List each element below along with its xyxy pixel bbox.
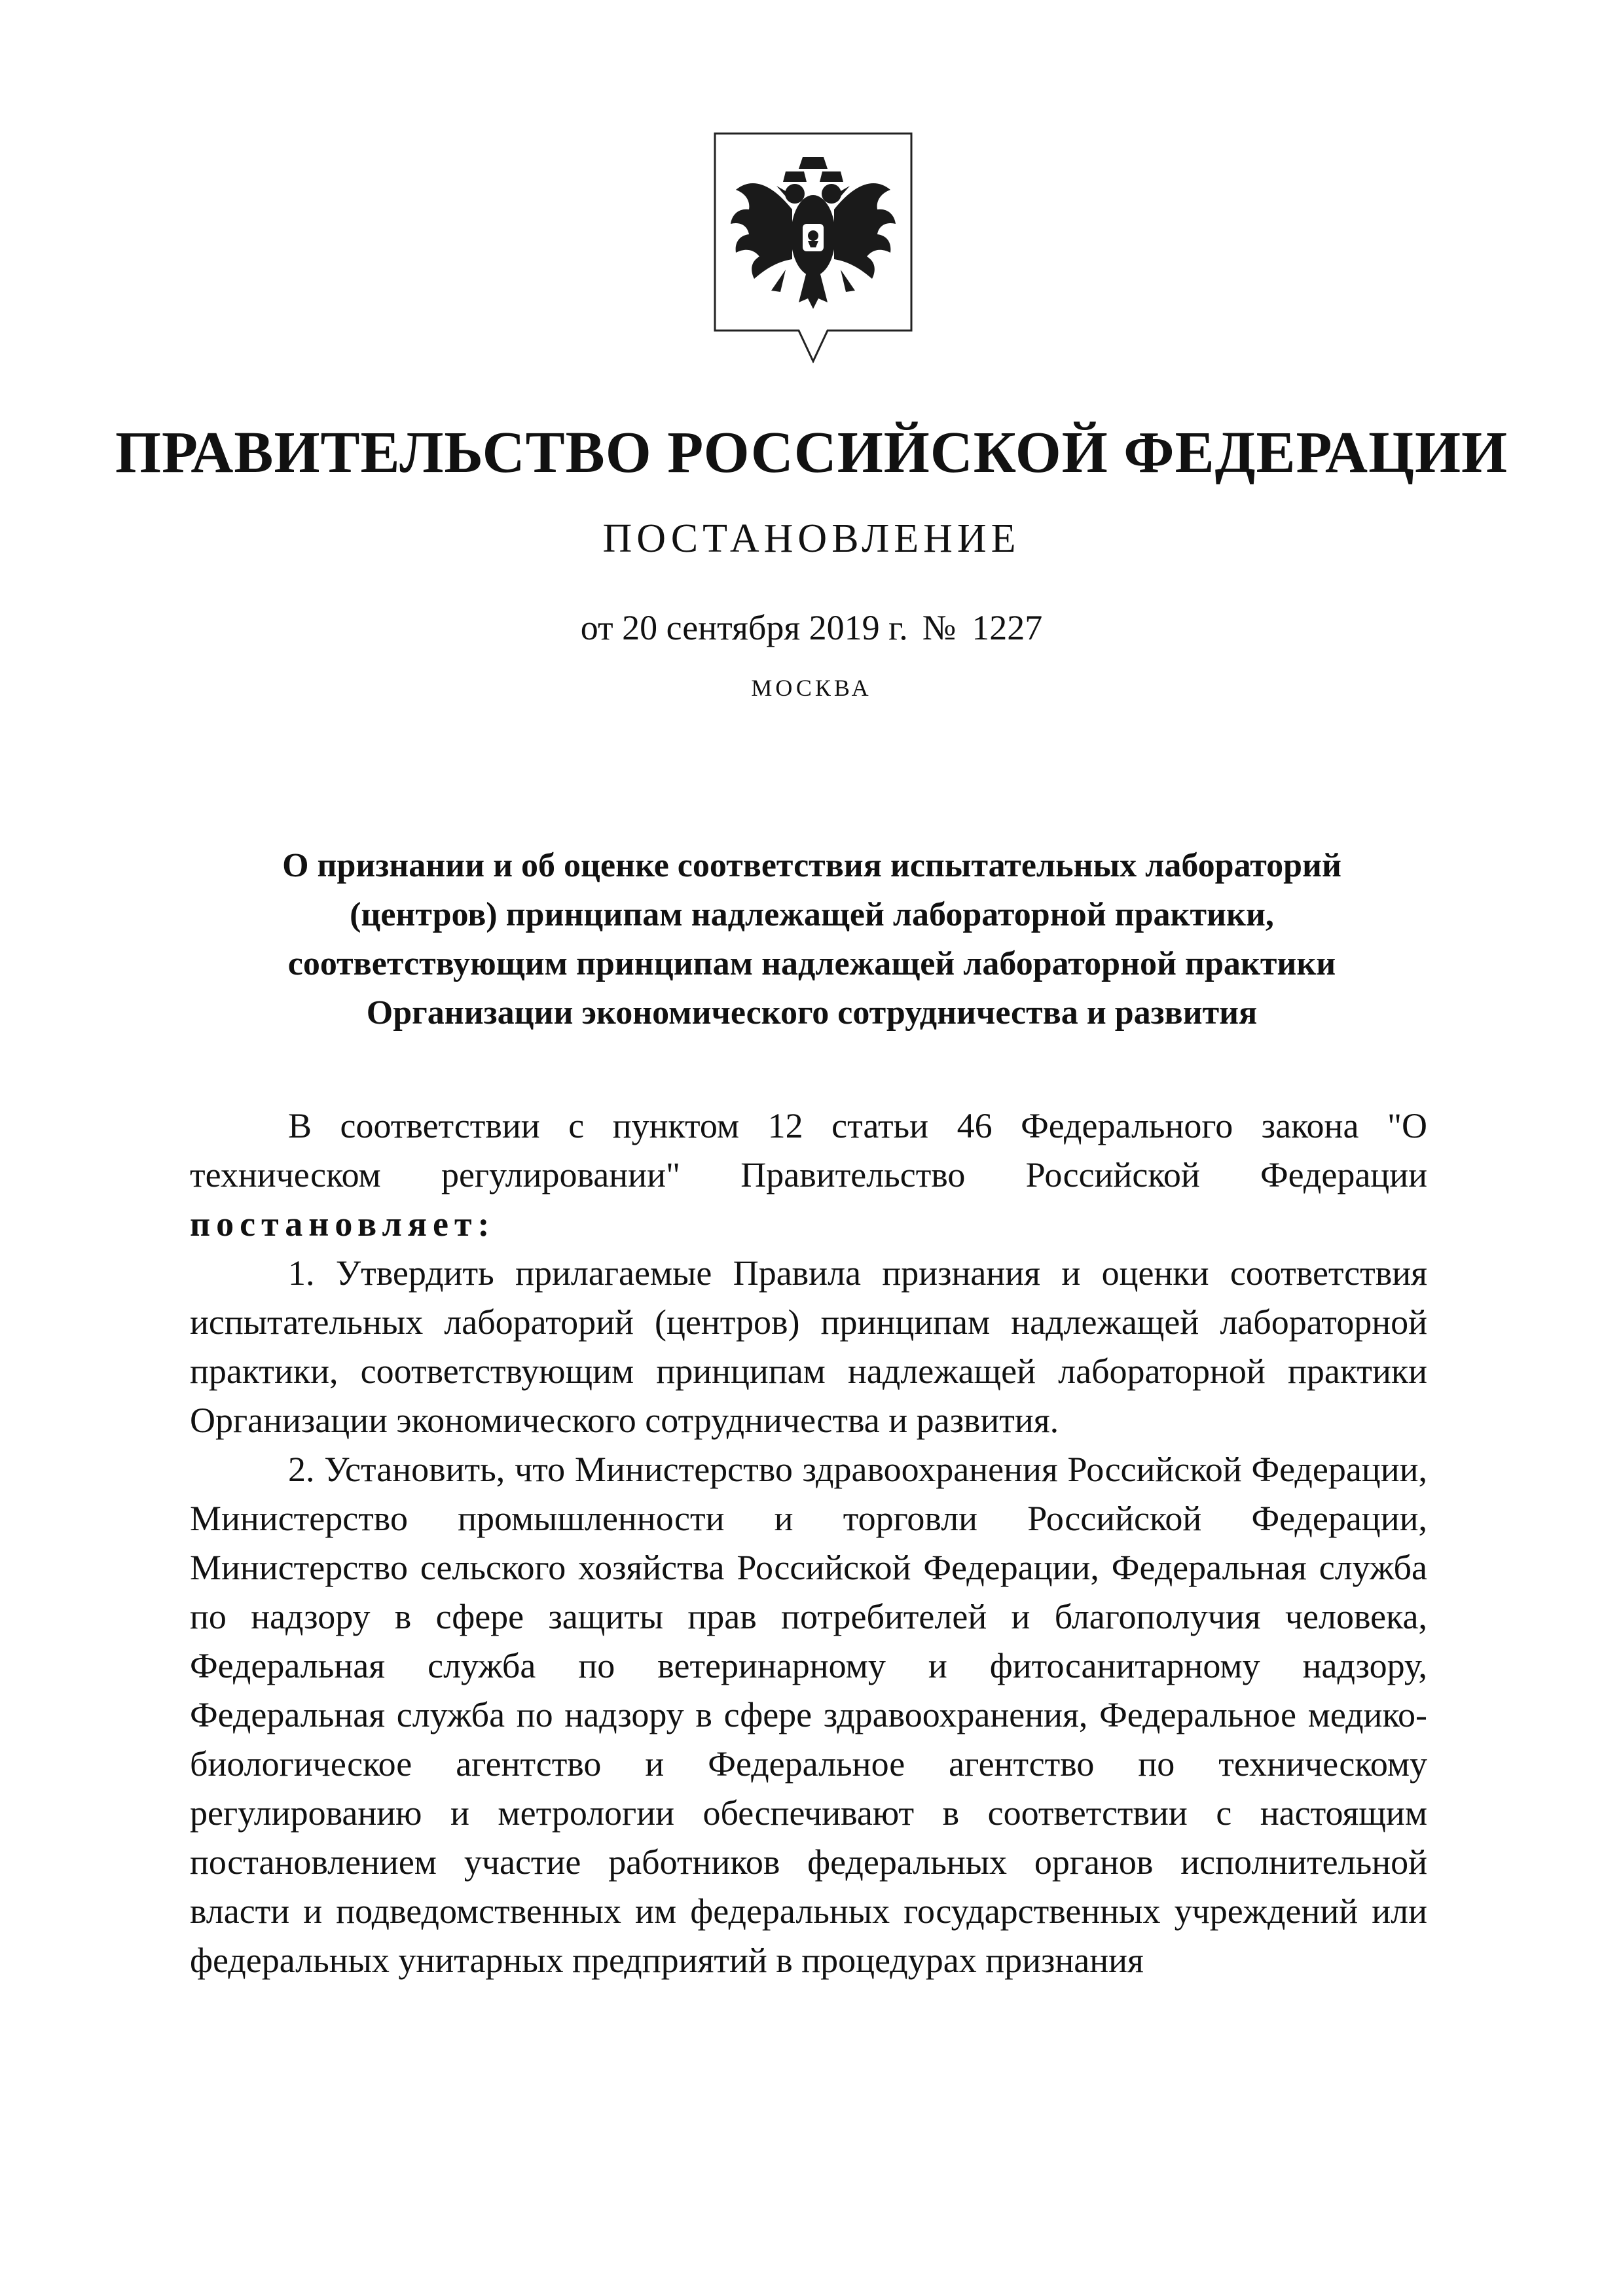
- body-item-2: 2. Установить, что Министерство здравоохранения Российской Федерации, Министерство промышленности и торговли Российской Федерации, Министерство сельского хозяйства Российской Федерации, Федеральная служба по надзору в сфере защиты прав потребителей и благополучия человека, Федеральная служба по ветеринарному и фитосанитарному надзору, Федеральная служба по надзору в сфере здравоохранения, Федеральное медико-биологическое агентство и Федеральное агентство по техническому регулированию и метрологии обеспечивают в соответствии с настоящим постановлением участие работников федеральных органов исполнительной власти и подведомственных им федеральных государственных учреждений или федеральных унитарных предприятий в процедурах признания: [190, 1450, 1427, 1980]
- subject-line: Организации экономического сотрудничества и развития: [366, 994, 1258, 1031]
- subject-line: (центров) принципам надлежащей лабораторной практики,: [350, 896, 1274, 933]
- subject-line: О признании и об оценке соответствия испытательных лабораторий: [282, 847, 1341, 884]
- city: МОСКВА: [751, 675, 872, 701]
- organization-title: ПРАВИТЕЛЬСТВО РОССИЙСКОЙ ФЕДЕРАЦИИ: [115, 420, 1508, 485]
- document-date-line: [0, 607, 1623, 648]
- document-subject: [190, 841, 1434, 1037]
- document-number: 1227: [972, 608, 1043, 647]
- coat-of-arms-icon: [712, 131, 914, 363]
- preamble-paragraph: [190, 1102, 1427, 1249]
- subject-line: соответствующим принципам надлежащей лабораторной практики: [287, 945, 1336, 982]
- document-body: [190, 1102, 1427, 1985]
- decree-word: постановляет:: [190, 1204, 496, 1244]
- preamble-text: В соответствии с пунктом 12 статьи 46 Федерального закона "О техническом регулировании" Правительство Российской Федерации: [190, 1106, 1427, 1194]
- document-date: от 20 сентября 2019 г.: [580, 608, 908, 647]
- body-item-1: 1. Утвердить прилагаемые Правила признания и оценки соответствия испытательных лабораторий (центров) принципам надлежащей лабораторной практики, соответствующим принципам надлежащей лабораторной практики Организации экономического сотрудничества и развития.: [190, 1253, 1427, 1440]
- number-sign: №: [922, 608, 957, 647]
- document-type: ПОСТАНОВЛЕНИЕ: [602, 516, 1021, 561]
